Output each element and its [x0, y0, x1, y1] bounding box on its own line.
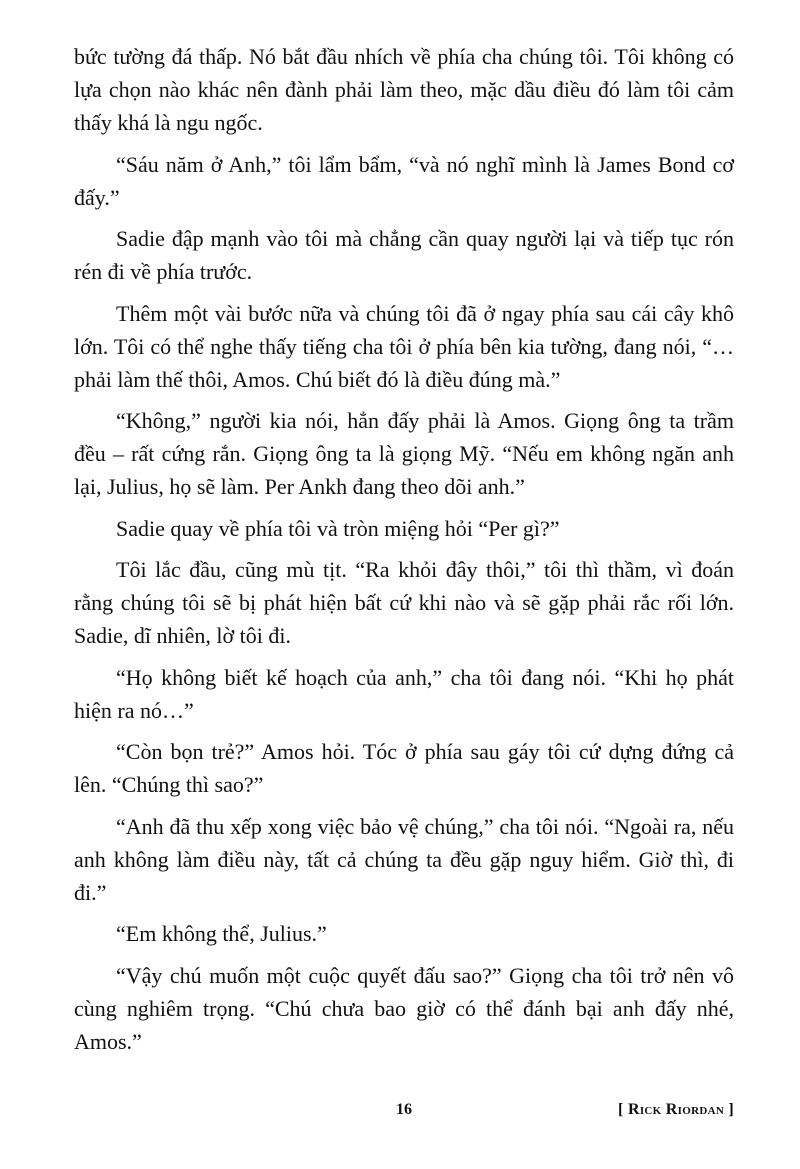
- paragraph-11: “Em không thể, Julius.”: [116, 921, 327, 946]
- paragraph-3: Sadie đập mạnh vào tôi mà chẳng cần quay người lại và tiếp tục rón rén đi về phía trước.: [74, 226, 734, 284]
- paragraph-7: Tôi lắc đầu, cũng mù tịt. “Ra khỏi đây thôi,” tôi thì thầm, vì đoán rằng chúng tôi sẽ bị phát hiện bất cứ khi nào và sẽ gặp phải rắc rối lớn. Sadie, dĩ nhiên, lờ tôi đi.: [74, 557, 734, 648]
- paragraph-1: bức tường đá thấp. Nó bắt đầu nhích về phía cha chúng tôi. Tôi không có lựa chọn nào khác nên đành phải làm theo, mặc dầu điều đó làm tôi cảm thấy khá là ngu ngốc.: [74, 44, 734, 135]
- paragraph-2: “Sáu năm ở Anh,” tôi lẩm bẩm, “và nó nghĩ mình là James Bond cơ đấy.”: [74, 151, 734, 210]
- paragraph-10: “Anh đã thu xếp xong việc bảo vệ chúng,” cha tôi nói. “Ngoài ra, nếu anh không làm điều này, tất cả chúng ta đều gặp nguy hiểm. Giờ thì, đi đi.”: [74, 813, 734, 905]
- paragraph-8: “Họ không biết kế hoạch của anh,” cha tôi đang nói. “Khi họ phát hiện ra nó…”: [74, 664, 734, 723]
- paragraph-4: Thêm một vài bước nữa và chúng tôi đã ở ngay phía sau cái cây khô lớn. Tôi có thể nghe thấy tiếng cha tôi ở phía bên kia tường, đang nói, “… phải làm thế thôi, Amos. Chú biết đó là điều đúng mà.”: [74, 300, 734, 392]
- paragraph-5: “Không,” người kia nói, hẳn đấy phải là Amos. Giọng ông ta trầm đều – rất cứng rắn. Giọng ông ta là giọng Mỹ. “Nếu em không ngăn anh lại, Julius, họ sẽ làm. Per Ankh đang theo dõi anh.”: [74, 408, 734, 499]
- paragraph-6: Sadie quay về phía tôi và tròn miệng hỏi “Per gì?”: [116, 515, 560, 541]
- paragraph-12: “Vậy chú muốn một cuộc quyết đấu sao?” Giọng cha tôi trở nên vô cùng nghiêm trọng. “Chú chưa bao giờ có thể đánh bại anh đấy nhé, Amos.”: [74, 962, 734, 1054]
- running-head-author: [ Rick Riordan ]: [618, 1101, 734, 1118]
- paragraph-9: “Còn bọn trẻ?” Amos hỏi. Tóc ở phía sau gáy tôi cứ dựng đứng cả lên. “Chúng thì sao?”: [74, 739, 734, 797]
- page-body: [74, 40, 734, 1066]
- page-footer: [74, 1097, 734, 1127]
- page-number: 16: [396, 1101, 412, 1118]
